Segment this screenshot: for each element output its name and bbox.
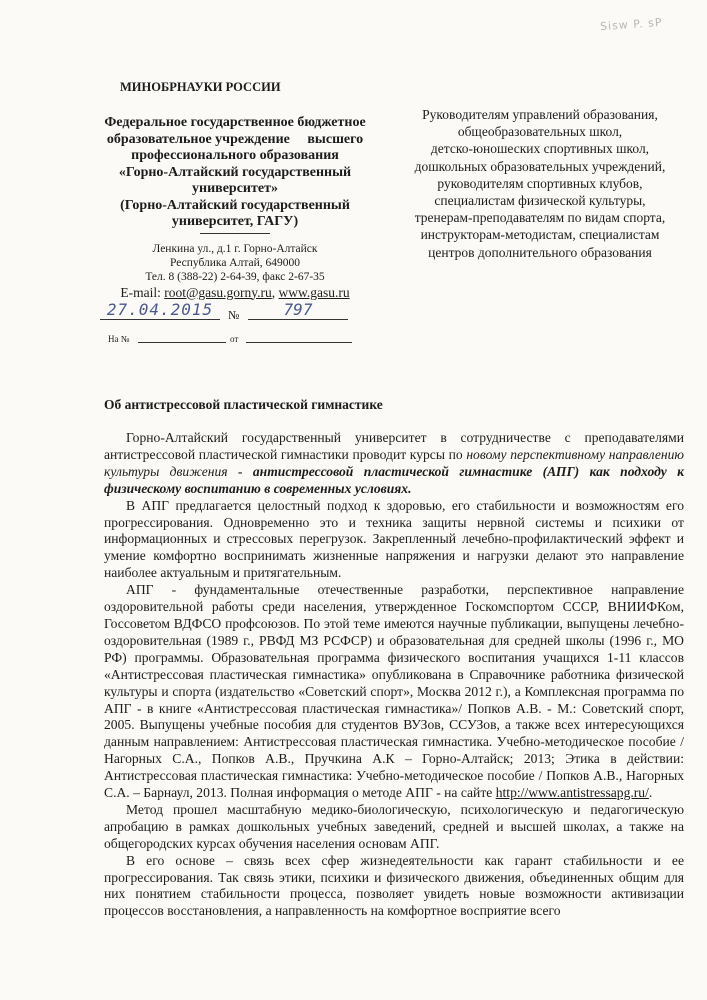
phone-line: Тел. 8 (388-22) 2-64-39, факс 2-67-35 [145, 270, 325, 283]
paragraph: Метод прошел масштабную медико-биологическую, психологическую и педагогическую апробацию в рамках дошкольных учебных заведений, средней и высшей школах, а также на общегородских курсах обучения населения основам АПГ. [104, 801, 684, 851]
recipient-line: инструкторам-методистам, специалистам [420, 227, 660, 243]
text-run: . [648, 785, 653, 801]
paragraph [104, 582, 684, 802]
org-line: «Горно-Алтайский государственный [118, 164, 352, 180]
reference-row [108, 332, 353, 348]
org-line: университет, ГАГУ) [171, 214, 299, 229]
org-line: Федеральное государственное бюджетное [104, 115, 366, 130]
recipient-line: общеобразовательных школ, [457, 124, 623, 140]
reference-date-blank [246, 332, 352, 343]
address-line: Ленкина ул., д.1 г. Горно-Алтайск [152, 242, 318, 255]
recipient-line: детско-юношеских спортивных школ, [430, 141, 650, 157]
recipient-line: руководителям спортивных клубов, [437, 175, 643, 191]
recipient-line: центров дополнительного образования [428, 244, 652, 260]
address-line: Республика Алтай, 649000 [169, 256, 301, 269]
reference-date-label: от [230, 334, 239, 344]
recipient-line: дошкольных образовательных учреждений, [414, 158, 666, 174]
recipients-block [395, 106, 685, 261]
corner-handwritten-note: Sisw P. sP [599, 15, 663, 34]
website-link[interactable]: www.gasu.ru [278, 284, 350, 300]
separator: , [271, 284, 279, 300]
recipient-line: тренерам-преподавателям по видам спорта, [414, 210, 666, 226]
letter-subject: Об антистрессовой пластической гимнастике [104, 397, 383, 412]
email-link[interactable]: root@gasu.gorny.ru [164, 284, 272, 300]
registration-number: 797 [248, 300, 348, 320]
org-line: (Горно-Алтайский государственный [120, 197, 350, 213]
contact-line [80, 284, 390, 301]
paragraph [104, 430, 684, 498]
registration-row [100, 300, 350, 326]
divider [200, 233, 270, 234]
italic-text: новому перспективному направлению культуры движения [104, 446, 684, 479]
recipient-line: Руководителям управлений образования, [422, 107, 658, 122]
registration-date: 27.04.2015 [100, 300, 220, 320]
bold-italic-text: антистрессовой пластической гимнастике (АПГ) как подходу к физическому воспитанию в современных условиях. [104, 463, 684, 496]
letterhead [80, 80, 390, 301]
letter-body [104, 430, 684, 920]
org-line: университет» [192, 181, 278, 196]
site-link[interactable]: http://www.antistressapg.ru/ [495, 785, 649, 801]
org-line: образовательное учреждение высшего [106, 131, 364, 147]
reference-number-blank [138, 332, 226, 343]
text-run: АПГ - фундаментальные отечественные разработки, перспективное направление оздоровительной работы среди населения, утвержденное Госкомспортом СССР, ВНИИФКом, Госсоветом ВДФСО профсоюзов. По этой теме имеются научные публикации, выпущены лечебно-оздоровительная (1989 г., РВФД МЗ РСФСР) и образовательная для средней школы (1996 г., МО РФ) программы. Образовательная программа физического воспитания учащихся 1-11 классов «Антистрессовая пластическая гимнастика» опубликована в Справочнике работника физической культуры и спорта (издательство «Советский спорт», Москва 2012 г.), а Комплексная программа по АПГ - в книге «Антистрессовая пластическая гимнастика»/ Попков А.В. - М.: Советский спорт, 2005. Выпущены учебные пособия для студентов ВУЗов, ССУЗов, а также всех интересующихся данным направлением: Антистрессовая пластическая гимнастика. Учебно-методическое пособие / Нагорных С.А., Попков А.В., Пручкина А.К – Горно-Алтайск; 2013; Этика в действии: Антистрессовая пластическая гимнастика: Учебно-методическое пособие / Попков А.В., Нагорных С.А. – Барнаул, 2013. Полная информация о методе АПГ - на сайте [104, 582, 684, 801]
org-line: профессионального образования [131, 148, 339, 163]
email-label: E-mail: [120, 284, 165, 300]
text-run: Горно-Алтайский государственный университет в сотрудничестве с преподавателями антистрессовой пластической гимнастики проводит курсы по [104, 430, 684, 462]
paragraph: В АПГ предлагается целостный подход к здоровью, его стабильности и возможностям его прогрессирования. Одновременно это и техника защиты нервной системы и психики от информационных и стрессовых перегрузок. Закрепленный лечебно-профилактический эффект и умение комфортно воспринимать жизненные напряжения и нагрузки делают это направление наиболее актуальным и притягательным. [104, 497, 684, 581]
ministry-name: МИНОБРНАУКИ РОССИИ [120, 80, 281, 94]
registration-number-label: № [228, 308, 240, 322]
recipient-line: специалистам физической культуры, [434, 193, 646, 209]
reference-number-label: На № [108, 334, 130, 344]
paragraph: В его основе – связь всех сфер жизнедеятельности как гарант стабильности и ее прогрессирования. Так связь этики, психики и физического движения, объединенных общим для них понятием стабильности процесса, позволяет увидеть новые возможности активизации процессов восстановления, а направленность на комфортное восприятие всего [104, 852, 684, 919]
organization-name [80, 115, 390, 231]
separator: - [227, 463, 253, 479]
